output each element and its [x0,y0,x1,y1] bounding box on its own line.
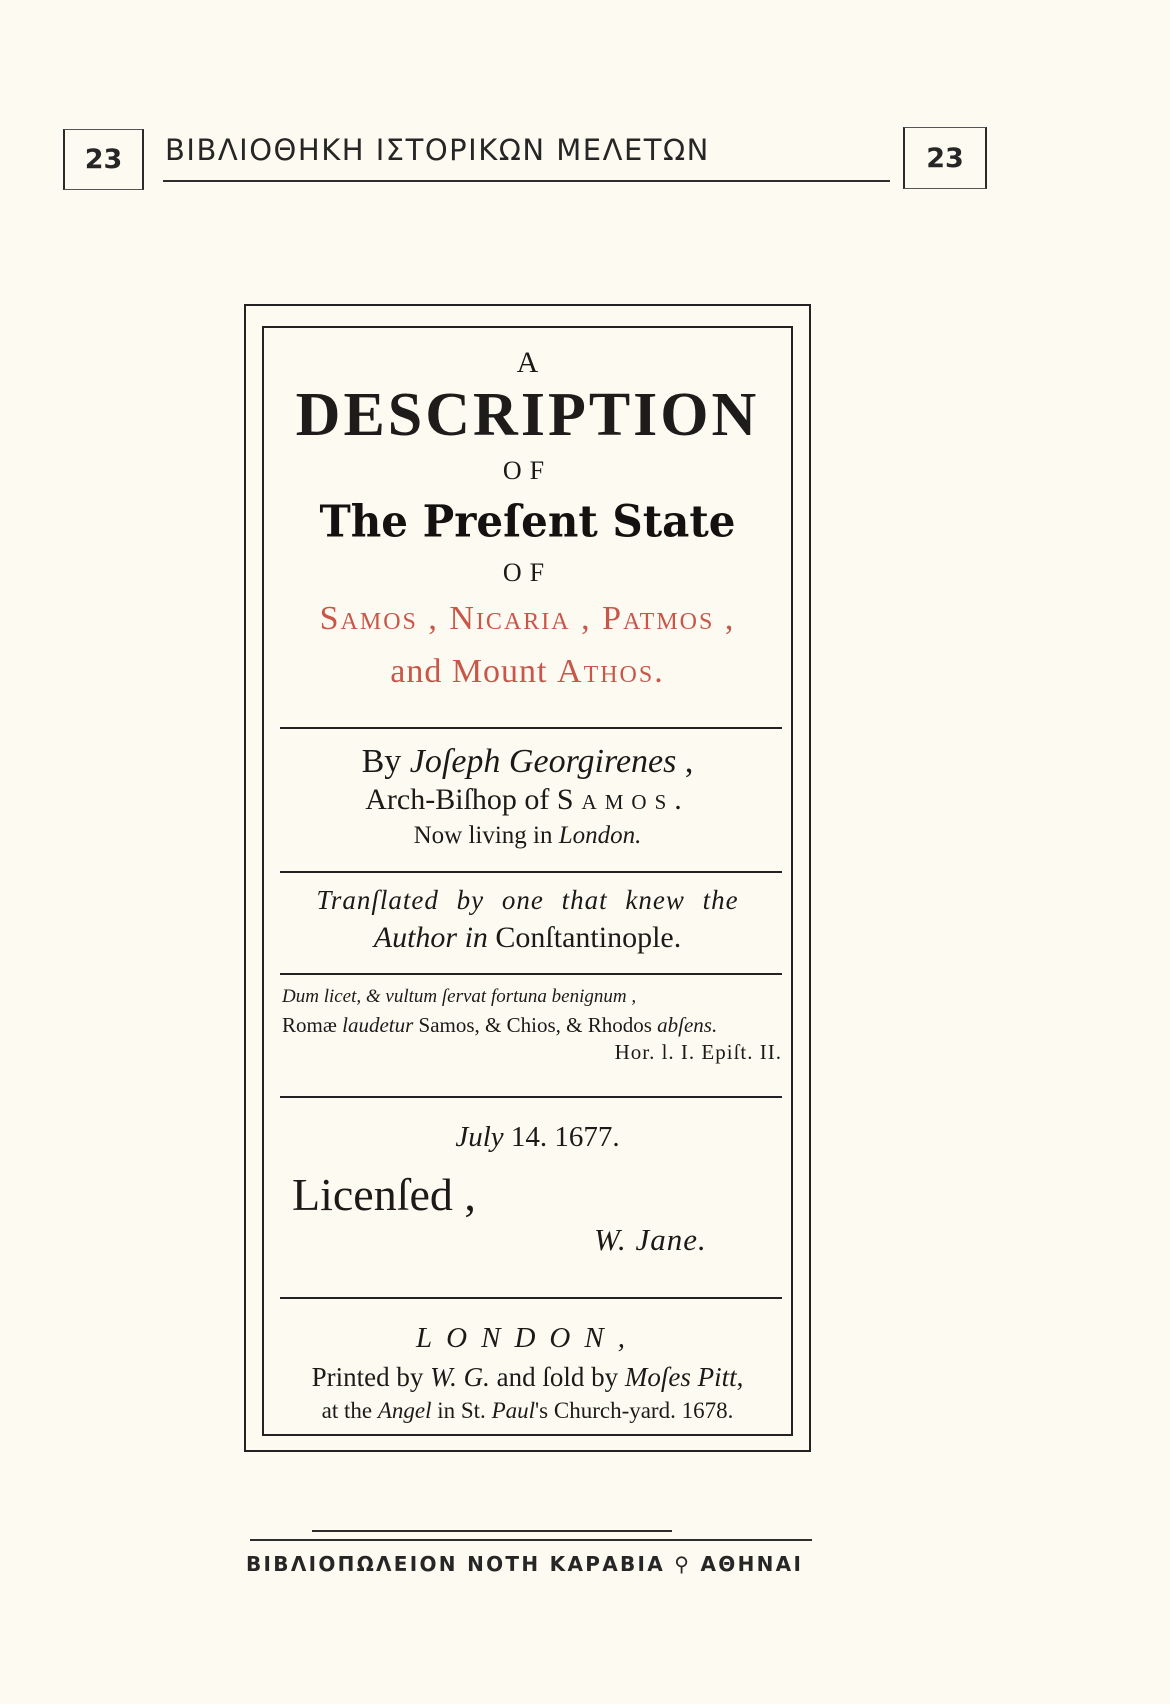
divider-rule [280,727,782,729]
epigraph-2a: Romæ [282,1013,343,1037]
imprint-address-sign: Angel [377,1398,432,1423]
divider-rule [280,871,782,873]
imprint-printed-a: Printed by [311,1362,431,1392]
title-article: A [516,346,539,379]
imprint-city: LONDON, [416,1322,639,1354]
imprint-printed-c: and ſold by [489,1362,625,1392]
license-date-month: July [455,1121,504,1153]
imprint-address-saint: Paul [491,1398,536,1423]
subtitle-blackletter: The Preſent State [319,495,736,548]
title-of-2: OF [502,558,553,587]
places-line-2-prefix: and Mount [390,653,558,690]
imprint-address-e: 's Church-yard. 1678. [535,1398,734,1423]
places-line-2 [264,653,791,691]
author-line [264,743,791,781]
series-number-left: 23 [63,129,144,190]
author-residence-line [264,822,791,850]
translator-line-1: Tranſlated by one that knew the [316,885,739,915]
residence-city: London. [558,822,642,849]
footer-rule-upper [312,1530,672,1532]
imprint-address-c: in St. [431,1398,492,1423]
translator-line-2-roman: Conſtantinople. [495,921,682,954]
series-title-underline [163,180,890,182]
license-date-rest: 14. 1677. [503,1121,620,1153]
author-see: Samos. [556,783,690,816]
imprint-seller: Moſes Pitt [624,1362,737,1392]
series-number-right: 23 [903,127,987,189]
epigraph-2d: abſens. [657,1013,718,1037]
author-title-prefix: Arch-Biſhop of [365,783,557,816]
translator-line-2-italic: Author in [373,921,496,954]
author-name-suffix: , [676,743,694,780]
licensed-label: Licenſed , [292,1169,476,1220]
divider-rule [280,1096,782,1098]
epigraph-line-2 [282,1013,782,1038]
divider-rule [280,1297,782,1299]
title-main: DESCRIPTION [295,381,760,449]
imprint-printer-line [264,1362,791,1393]
imprint-printed-e: , [736,1362,744,1392]
places-line-2-caps: Athos. [557,653,665,690]
translator-line-2 [264,921,791,955]
epigraph-2b: laudetur [342,1013,414,1037]
publisher-footer: ΒΙΒΛΙΟΠΩΛΕΙΟΝ ΝΟΤΗ ΚΑΡΑΒΙΑ ⚲ ΑΘΗΝΑΙ [246,1552,804,1576]
epigraph-citation: Hor. l. I. Epiſt. II. [614,1040,782,1064]
epigraph-2c: Samos, & Chios, & Rhodos [413,1013,658,1037]
residence-prefix: Now living in [413,822,559,849]
imprint-address-line [264,1398,791,1424]
license-date [270,1121,805,1154]
author-title-line [264,783,791,817]
title-page-inner-border [262,326,793,1436]
divider-rule [280,973,782,975]
licenser-name: W. Jane. [594,1222,707,1257]
epigraph-line-1: Dum licet, & vultum ſervat fortuna benignum , [282,986,637,1007]
author-by: By [361,743,410,780]
imprint-address-a: at the [321,1398,378,1423]
series-title: ΒΙΒΛΙΟΘΗΚΗ ΙΣΤΟΡΙΚΩΝ ΜΕΛΕΤΩΝ [165,133,710,167]
imprint-printer: W. G. [430,1362,490,1392]
footer-rule-lower [250,1539,812,1541]
title-of-1: OF [502,456,553,485]
places-line-1: Samos , Nicaria , Patmos , [319,600,736,637]
author-name: Joſeph Georgirenes [409,743,677,780]
